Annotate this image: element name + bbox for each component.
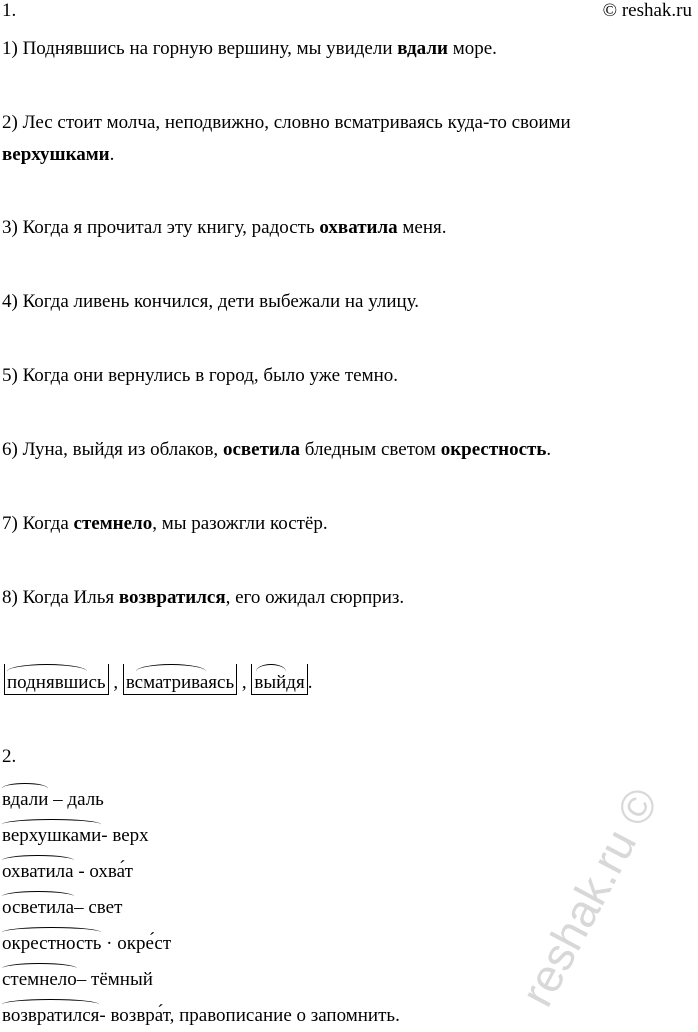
watermark: reshak.ru © [510, 779, 669, 1015]
word-item: вдали – даль [2, 789, 104, 810]
word-item: возвратился- возвра́т, правописание о запомнить. [2, 1005, 400, 1026]
section-2-number: 2. [2, 746, 17, 767]
root-arc [7, 664, 87, 679]
sentence-6: 6) Луна, выйдя из облаков, осветила бледным светом окрестность. [2, 439, 552, 460]
sentence-4: 4) Когда ливень кончился, дети выбежали на улицу. [2, 291, 420, 312]
word-item: осветила– свет [2, 897, 123, 918]
sentence-8: 8) Когда Илья возвратился, его ожидал сюрприз. [2, 587, 405, 608]
morpheme-word: поднявшись [4, 664, 109, 695]
word-item: верхушками- верх [2, 825, 149, 846]
root-arc [256, 664, 286, 679]
word-item: окрестность · окре́ст [2, 933, 172, 954]
morpheme-analysis: поднявшись , всматриваясь , выйдя . [4, 664, 312, 695]
sentence-3: 3) Когда я прочитал эту книгу, радость охватила меня. [2, 217, 447, 238]
sentence-7: 7) Когда стемнело, мы разожгли костёр. [2, 513, 328, 534]
task-number: 1. [2, 0, 17, 21]
root-arc [136, 664, 206, 679]
word-item: охватила - охва́т [2, 861, 133, 882]
sentence-2-cont: верхушками. [2, 144, 115, 165]
morpheme-word: всматриваясь [123, 664, 237, 695]
sentence-5: 5) Когда они вернулись в город, было уже темно. [2, 365, 399, 386]
sentence-1: 1) Поднявшись на горную вершину, мы увидели вдали море. [2, 38, 497, 59]
word-item: стемнело– тёмный [2, 969, 153, 990]
sentence-2: 2) Лес стоит молча, неподвижно, словно всматриваясь куда-то своими [2, 112, 571, 133]
copyright: © reshak.ru [602, 0, 692, 21]
morpheme-word: выйдя [251, 664, 307, 695]
